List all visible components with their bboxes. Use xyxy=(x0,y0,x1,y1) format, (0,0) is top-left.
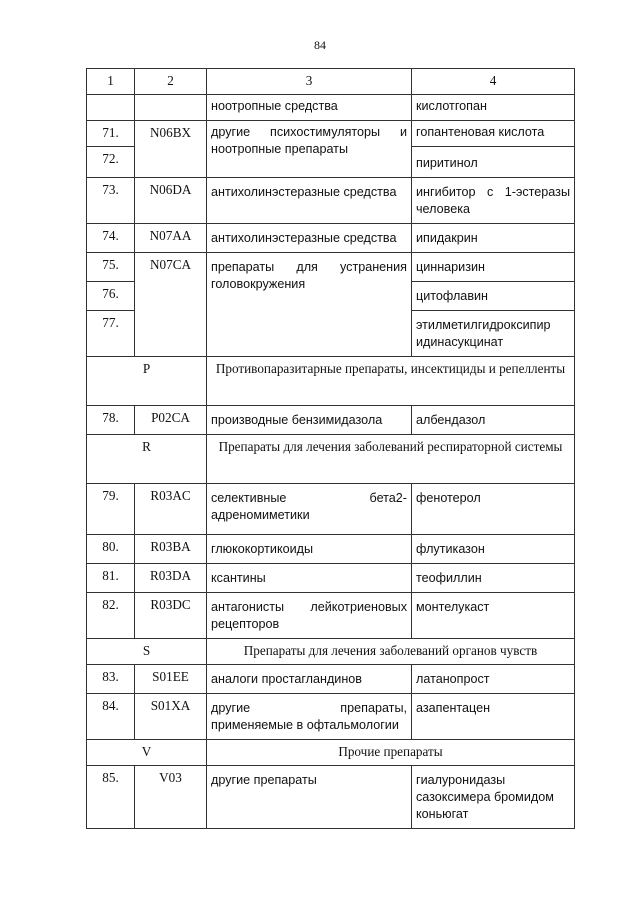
group-cell xyxy=(207,694,412,740)
group-cell: ксантины xyxy=(207,564,412,593)
group-line: адреномиметики xyxy=(211,508,310,522)
row-number-cell: 71. xyxy=(87,121,135,147)
code-cell: S01XA xyxy=(135,694,207,740)
group-line: ноотропные препараты xyxy=(211,142,348,156)
section-code: S xyxy=(87,639,207,665)
code-cell: R03BA xyxy=(135,535,207,564)
group-cell: аналоги простагландинов xyxy=(207,665,412,694)
drug-line: этилметилгидроксипир xyxy=(416,318,551,332)
group-line: антагонисты лейкотриеновых xyxy=(211,600,407,614)
drug-line: человека xyxy=(416,202,470,216)
code-cell: S01EE xyxy=(135,665,207,694)
section-row xyxy=(87,740,575,766)
group-line: другие препараты, xyxy=(211,701,407,715)
row-number-cell: 72. xyxy=(87,147,135,178)
header-col-4: 4 xyxy=(412,69,575,95)
row-number-cell: 77. xyxy=(87,311,135,357)
drug-line: сазоксимера бромидом xyxy=(416,790,554,804)
row-number-cell: 85. xyxy=(87,766,135,829)
group-cell: производные бензимидазола xyxy=(207,406,412,435)
row-number-cell: 80. xyxy=(87,535,135,564)
code-cell: N07CA xyxy=(135,253,207,357)
code-cell: R03DA xyxy=(135,564,207,593)
section-code: R xyxy=(87,435,207,484)
section-title: Препараты для лечения заболеваний респираторной системы xyxy=(207,435,575,484)
section-code: P xyxy=(87,357,207,406)
drug-cell: флутиказон xyxy=(412,535,575,564)
table-row xyxy=(87,253,575,282)
table-row xyxy=(87,484,575,535)
drug-cell: пиритинол xyxy=(412,147,575,178)
table-row xyxy=(87,178,575,224)
drug-cell xyxy=(412,766,575,829)
drug-cell: фенотерол xyxy=(412,484,575,535)
drug-line: идинасукцинат xyxy=(416,335,504,349)
code-cell: N07AA xyxy=(135,224,207,253)
page-number: 84 xyxy=(314,38,326,52)
group-line: головокружения xyxy=(211,277,306,291)
table-row xyxy=(87,121,575,147)
header-col-3: 3 xyxy=(207,69,412,95)
code-cell: V03 xyxy=(135,766,207,829)
drug-table xyxy=(86,68,575,829)
drug-cell: гопантеновая кислота xyxy=(412,121,575,147)
row-number-cell: 76. xyxy=(87,282,135,311)
group-line: селективные бета2- xyxy=(211,491,407,505)
row-number-cell: 83. xyxy=(87,665,135,694)
header-col-1: 1 xyxy=(87,69,135,95)
row-number-cell: 74. xyxy=(87,224,135,253)
drug-line: гиалуронидазы xyxy=(416,773,506,787)
drug-cell: циннаризин xyxy=(412,253,575,282)
drug-cell: кислотгопан xyxy=(412,95,575,121)
code-cell: R03AC xyxy=(135,484,207,535)
table-row xyxy=(87,535,575,564)
group-cell xyxy=(207,484,412,535)
group-cell xyxy=(207,253,412,357)
table-row xyxy=(87,665,575,694)
code-cell xyxy=(135,95,207,121)
row-number-cell: 78. xyxy=(87,406,135,435)
drug-cell xyxy=(412,178,575,224)
section-title: Противопаразитарные препараты, инсектициды и репелленты xyxy=(207,357,575,406)
group-line: препараты для устранения xyxy=(211,260,407,274)
drug-cell: албендазол xyxy=(412,406,575,435)
drug-cell xyxy=(412,311,575,357)
table-row xyxy=(87,593,575,639)
row-number-cell: 79. xyxy=(87,484,135,535)
drug-line: коньюгат xyxy=(416,807,469,821)
table-row xyxy=(87,406,575,435)
group-cell xyxy=(207,121,412,178)
section-title: Прочие препараты xyxy=(207,740,575,766)
drug-cell: азапентацен xyxy=(412,694,575,740)
drug-cell: ипидакрин xyxy=(412,224,575,253)
header-row xyxy=(87,69,575,95)
row-number-cell: 75. xyxy=(87,253,135,282)
group-cell: ноотропные средства xyxy=(207,95,412,121)
section-row xyxy=(87,357,575,406)
code-cell: P02CA xyxy=(135,406,207,435)
drug-cell: цитофлавин xyxy=(412,282,575,311)
code-cell: N06DA xyxy=(135,178,207,224)
header-col-2: 2 xyxy=(135,69,207,95)
drug-cell: теофиллин xyxy=(412,564,575,593)
row-number-cell: 84. xyxy=(87,694,135,740)
drug-line: ингибитор с 1-эстеразы xyxy=(416,185,570,199)
table-row xyxy=(87,694,575,740)
row-number-cell: 81. xyxy=(87,564,135,593)
group-line: другие психостимуляторы и xyxy=(211,125,407,139)
group-cell: другие препараты xyxy=(207,766,412,829)
group-cell: антихолинэстеразные средства xyxy=(207,178,412,224)
group-line: рецепторов xyxy=(211,617,280,631)
group-cell: антихолинэстеразные средства xyxy=(207,224,412,253)
group-cell: глюкокортикоиды xyxy=(207,535,412,564)
section-code: V xyxy=(87,740,207,766)
table-row xyxy=(87,766,575,829)
table-row xyxy=(87,95,575,121)
group-cell xyxy=(207,593,412,639)
table-row xyxy=(87,564,575,593)
section-row xyxy=(87,435,575,484)
row-number-cell xyxy=(87,95,135,121)
drug-cell: монтелукаст xyxy=(412,593,575,639)
drug-cell: латанопрост xyxy=(412,665,575,694)
table-row xyxy=(87,224,575,253)
code-cell: N06BX xyxy=(135,121,207,178)
row-number-cell: 82. xyxy=(87,593,135,639)
section-title: Препараты для лечения заболеваний органов чувств xyxy=(207,639,575,665)
section-row xyxy=(87,639,575,665)
code-cell: R03DC xyxy=(135,593,207,639)
row-number-cell: 73. xyxy=(87,178,135,224)
group-line: применяемые в офтальмологии xyxy=(211,718,399,732)
